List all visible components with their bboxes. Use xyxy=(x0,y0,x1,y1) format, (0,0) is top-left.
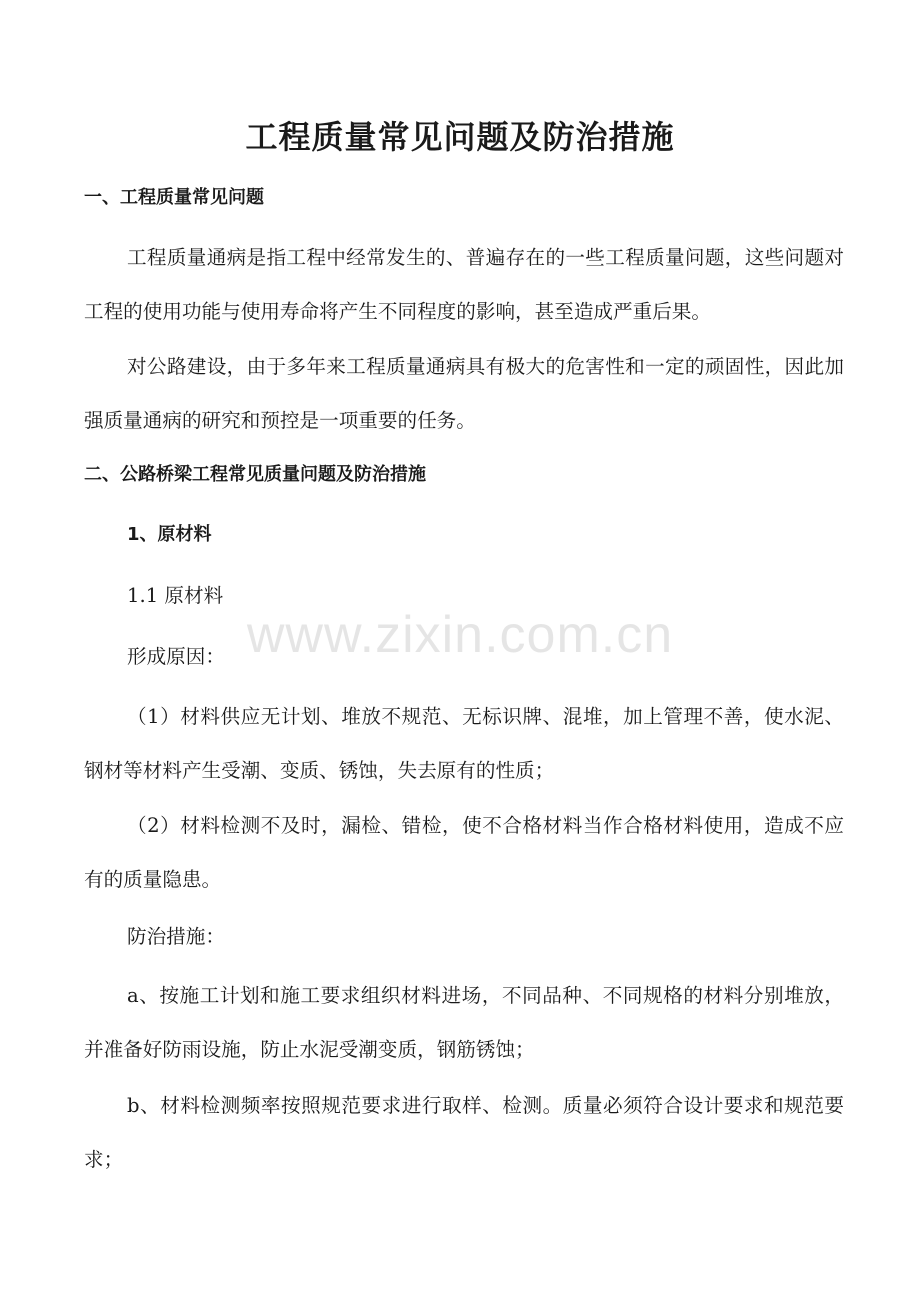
subsection-1-1: 1.1 原材料 xyxy=(127,584,224,607)
measures-label: 防治措施： xyxy=(127,925,225,948)
causes-label: 形成原因： xyxy=(127,645,225,668)
measure-a: a、按施工计划和施工要求组织材料进场，不同品种、不同规格的材料分别堆放，并准备好防雨设施，防止水泥受潮变质，钢筋锈蚀； xyxy=(84,984,844,1061)
section-heading-1: 一、工程质量常见问题 xyxy=(84,187,264,208)
paragraph-definition: 工程质量通病是指工程中经常发生的、普遍存在的一些工程质量问题，这些问题对工程的使用功能与使用寿命将产生不同程度的影响，甚至造成严重后果。 xyxy=(84,246,844,323)
subsection-heading-materials: 1、原材料 xyxy=(127,524,212,545)
section-heading-2: 二、公路桥梁工程常见质量问题及防治措施 xyxy=(84,464,426,485)
watermark: www.zixin.com.cn xyxy=(246,606,674,664)
document-title: 工程质量常见问题及防治措施 xyxy=(245,118,675,156)
cause-1: （1）材料供应无计划、堆放不规范、无标识牌、混堆，加上管理不善，使水泥、钢材等材料产生受潮、变质、锈蚀，失去原有的性质； xyxy=(84,705,844,782)
measure-b: b、材料检测频率按照规范要求进行取样、检测。质量必须符合设计要求和规范要求； xyxy=(84,1094,844,1171)
paragraph-importance: 对公路建设，由于多年来工程质量通病具有极大的危害性和一定的顽固性，因此加强质量通病的研究和预控是一项重要的任务。 xyxy=(84,355,844,432)
cause-2: （2）材料检测不及时，漏检、错检，使不合格材料当作合格材料使用，造成不应有的质量隐患。 xyxy=(84,814,844,891)
